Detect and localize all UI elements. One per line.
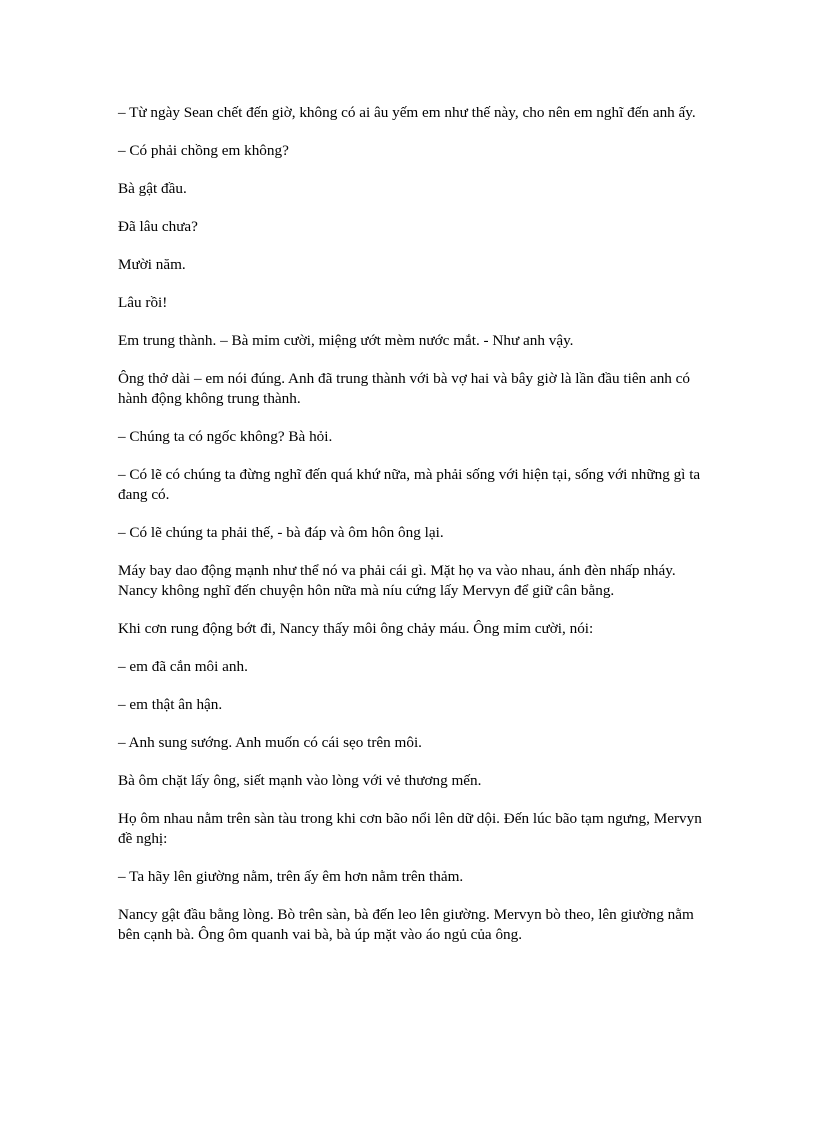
paragraph: Mười năm. <box>118 256 186 273</box>
paragraph: – Chúng ta có ngốc không? Bà hỏi. <box>118 428 333 445</box>
paragraph: Lâu rồi! <box>118 294 168 311</box>
paragraph: Đã lâu chưa? <box>118 218 198 235</box>
paragraph: – em đã cắn môi anh. <box>118 658 248 675</box>
paragraph: – Có phải chồng em không? <box>118 142 289 159</box>
paragraph: Họ ôm nhau nằm trên sàn tàu trong khi cơn bão nổi lên dữ dội. Đến lúc bão tạm ngưng, Mervyn đề nghị: <box>118 810 702 847</box>
paragraph: Bà gật đầu. <box>118 180 187 197</box>
paragraph: – Từ ngày Sean chết đến giờ, không có ai âu yếm em như thế này, cho nên em nghĩ đến anh ấy. <box>118 104 696 121</box>
document-page <box>118 103 718 963</box>
paragraph: – Anh sung sướng. Anh muốn có cái sẹo trên môi. <box>118 734 422 751</box>
paragraph: Bà ôm chặt lấy ông, siết mạnh vào lòng với vẻ thương mến. <box>118 772 482 789</box>
paragraph: – Ta hãy lên giường nằm, trên ấy êm hơn nằm trên thảm. <box>118 868 464 885</box>
paragraph: – Có lẽ chúng ta phải thế, - bà đáp và ôm hôn ông lại. <box>118 524 444 541</box>
paragraph: – em thật ân hận. <box>118 696 223 713</box>
paragraph: Máy bay dao động mạnh như thể nó va phải cái gì. Mặt họ va vào nhau, ánh đèn nhấp nháy. Nancy không nghĩ đến chuyện hôn nữa mà níu cứng lấy Mervyn để giữ cân bằng. <box>118 562 676 599</box>
paragraph: Khi cơn rung động bớt đi, Nancy thấy môi ông chảy máu. Ông mỉm cười, nói: <box>118 620 594 637</box>
paragraph: Ông thở dài – em nói đúng. Anh đã trung thành với bà vợ hai và bây giờ là lần đầu tiên anh có hành động không trung thành. <box>118 370 691 407</box>
paragraph: Nancy gật đầu bằng lòng. Bò trên sàn, bà đến leo lên giường. Mervyn bò theo, lên giường nằm bên cạnh bà. Ông ôm quanh vai bà, bà úp mặt vào áo ngủ của ông. <box>118 906 694 943</box>
paragraph: Em trung thành. – Bà mỉm cười, miệng ướt mèm nước mắt. - Như anh vậy. <box>118 332 574 349</box>
paragraph: – Có lẽ có chúng ta đừng nghĩ đến quá khứ nữa, mà phải sống với hiện tại, sống với những gì ta đang có. <box>118 466 701 503</box>
